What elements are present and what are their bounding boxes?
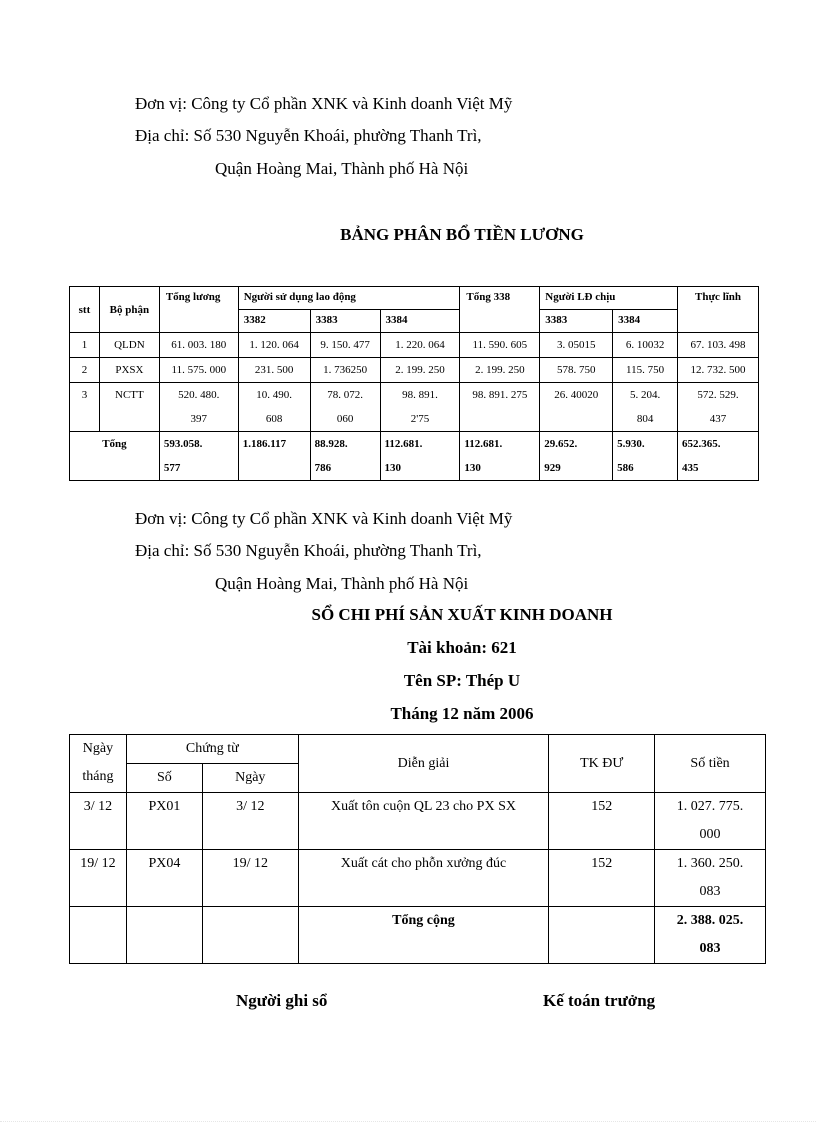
- cell: 578. 750: [540, 358, 613, 383]
- cell: 3. 05015: [540, 333, 613, 358]
- sub-3382: 3382: [238, 310, 310, 333]
- address-line-2: Quận Hoàng Mai, Thành phố Hà Nội: [215, 574, 469, 593]
- ledger-title: SỔ CHI PHÍ SẢN XUẤT KINH DOANH: [311, 605, 613, 624]
- cell: 2. 199. 250: [380, 358, 460, 383]
- sub-3384: 3384: [380, 310, 460, 333]
- cell: 112.681. 130: [380, 432, 460, 481]
- cell: NCTT: [99, 383, 159, 432]
- cell: 572. 529. 437: [678, 383, 759, 432]
- cell: 152: [549, 850, 655, 907]
- cell: [70, 907, 127, 964]
- cell: 1: [70, 333, 100, 358]
- table-row: [70, 383, 759, 432]
- cell: 231. 500: [238, 358, 310, 383]
- header-so-tien: Số tiền: [655, 735, 766, 793]
- table-row: [70, 850, 766, 907]
- cell: 98. 891. 2'75: [380, 383, 460, 432]
- sub-ld-3384: 3384: [613, 310, 678, 333]
- header-ngay: Ngày: [202, 764, 298, 793]
- header-tk-du: TK ĐƯ: [549, 735, 655, 793]
- cell: PXSX: [99, 358, 159, 383]
- header-tong-338: Tổng 338: [460, 287, 540, 333]
- cell: [202, 907, 298, 964]
- cell: 1.186.117: [238, 432, 310, 481]
- cell: 112.681. 130: [460, 432, 540, 481]
- ledger-period: Tháng 12 năm 2006: [390, 704, 534, 723]
- cell: [126, 907, 202, 964]
- cell: 6. 10032: [613, 333, 678, 358]
- total-label: Tổng: [70, 432, 160, 481]
- table-header-row: [70, 287, 759, 310]
- sub-ld-3383: 3383: [540, 310, 613, 333]
- cell: Xuất tôn cuộn QL 23 cho PX SX: [298, 793, 549, 850]
- cell: 98. 891. 275: [460, 383, 540, 432]
- header-stt: stt: [70, 287, 100, 333]
- cell: 3/ 12: [202, 793, 298, 850]
- cell: 3: [70, 383, 100, 432]
- cell: 61. 003. 180: [159, 333, 238, 358]
- cell: 78. 072. 060: [310, 383, 380, 432]
- cell: 11. 575. 000: [159, 358, 238, 383]
- cell: 5.930. 586: [613, 432, 678, 481]
- cell: 2. 199. 250: [460, 358, 540, 383]
- table-row: [70, 358, 759, 383]
- table-header-row: [70, 735, 766, 764]
- cell: 12. 732. 500: [678, 358, 759, 383]
- cell: 5. 204. 804: [613, 383, 678, 432]
- cell: 1. 360. 250. 083: [655, 850, 766, 907]
- cell: 3/ 12: [70, 793, 127, 850]
- cell: 1. 220. 064: [380, 333, 460, 358]
- header-dien-giai: Diễn giải: [298, 735, 549, 793]
- cell: Xuất cát cho phỗn xưởng đúc: [298, 850, 549, 907]
- total-label: Tổng cộng: [298, 907, 549, 964]
- cell: 29.652. 929: [540, 432, 613, 481]
- header-chung-tu: Chứng từ: [126, 735, 298, 764]
- cell: [549, 907, 655, 964]
- cell: PX04: [126, 850, 202, 907]
- sub-3383: 3383: [310, 310, 380, 333]
- ledger-product: Tên SP: Thép U: [403, 671, 521, 690]
- address-line: Địa chỉ: Số 530 Nguyễn Khoái, phường Thanh Trì,: [135, 126, 482, 145]
- total-row: [70, 907, 766, 964]
- cell: 19/ 12: [202, 850, 298, 907]
- cell: QLDN: [99, 333, 159, 358]
- header-nguoi-su-dung: Người sử dụng lao động: [238, 287, 460, 310]
- ledger-account: Tài khoản: 621: [407, 638, 517, 657]
- cell: 1. 027. 775. 000: [655, 793, 766, 850]
- cell: 67. 103. 498: [678, 333, 759, 358]
- header-nguoi-ld: Người LĐ chịu: [540, 287, 678, 310]
- header-tong-luong: Tổng lương: [159, 287, 238, 333]
- cell: 2: [70, 358, 100, 383]
- cell: 88.928. 786: [310, 432, 380, 481]
- salary-table-title: BẢNG PHÂN BỔ TIỀN LƯƠNG: [340, 225, 584, 244]
- cell: 593.058. 577: [159, 432, 238, 481]
- production-cost-ledger-table: [69, 734, 766, 964]
- header-thuc-linh: Thực lĩnh: [678, 287, 759, 333]
- signature-recorder: Người ghi sổ: [236, 991, 328, 1010]
- cell: 19/ 12: [70, 850, 127, 907]
- unit-line: Đơn vị: Công ty Cổ phần XNK và Kinh doanh Việt Mỹ: [135, 509, 513, 528]
- header-bo-phan: Bộ phận: [99, 287, 159, 333]
- cell: 652.365. 435: [678, 432, 759, 481]
- page-bottom-border: [0, 1121, 816, 1122]
- address-line: Địa chỉ: Số 530 Nguyễn Khoái, phường Thanh Trì,: [135, 541, 482, 560]
- total-row: [70, 432, 759, 481]
- cell: 10. 490. 608: [238, 383, 310, 432]
- address-line-2: Quận Hoàng Mai, Thành phố Hà Nội: [215, 159, 469, 178]
- cell: 11. 590. 605: [460, 333, 540, 358]
- header-so: Số: [126, 764, 202, 793]
- cell: 9. 150. 477: [310, 333, 380, 358]
- cell: 1. 120. 064: [238, 333, 310, 358]
- signature-chief-accountant: Kế toán trưởng: [543, 991, 656, 1010]
- unit-line: Đơn vị: Công ty Cổ phần XNK và Kinh doanh Việt Mỹ: [135, 94, 513, 113]
- cell: 115. 750: [613, 358, 678, 383]
- salary-allocation-table: [69, 286, 759, 481]
- cell: 1. 736250: [310, 358, 380, 383]
- total-value: 2. 388. 025. 083: [655, 907, 766, 964]
- table-row: [70, 793, 766, 850]
- table-row: [70, 333, 759, 358]
- header-ngay-thang: Ngày tháng: [70, 735, 127, 793]
- cell: 26. 40020: [540, 383, 613, 432]
- cell: PX01: [126, 793, 202, 850]
- cell: 152: [549, 793, 655, 850]
- cell: 520. 480. 397: [159, 383, 238, 432]
